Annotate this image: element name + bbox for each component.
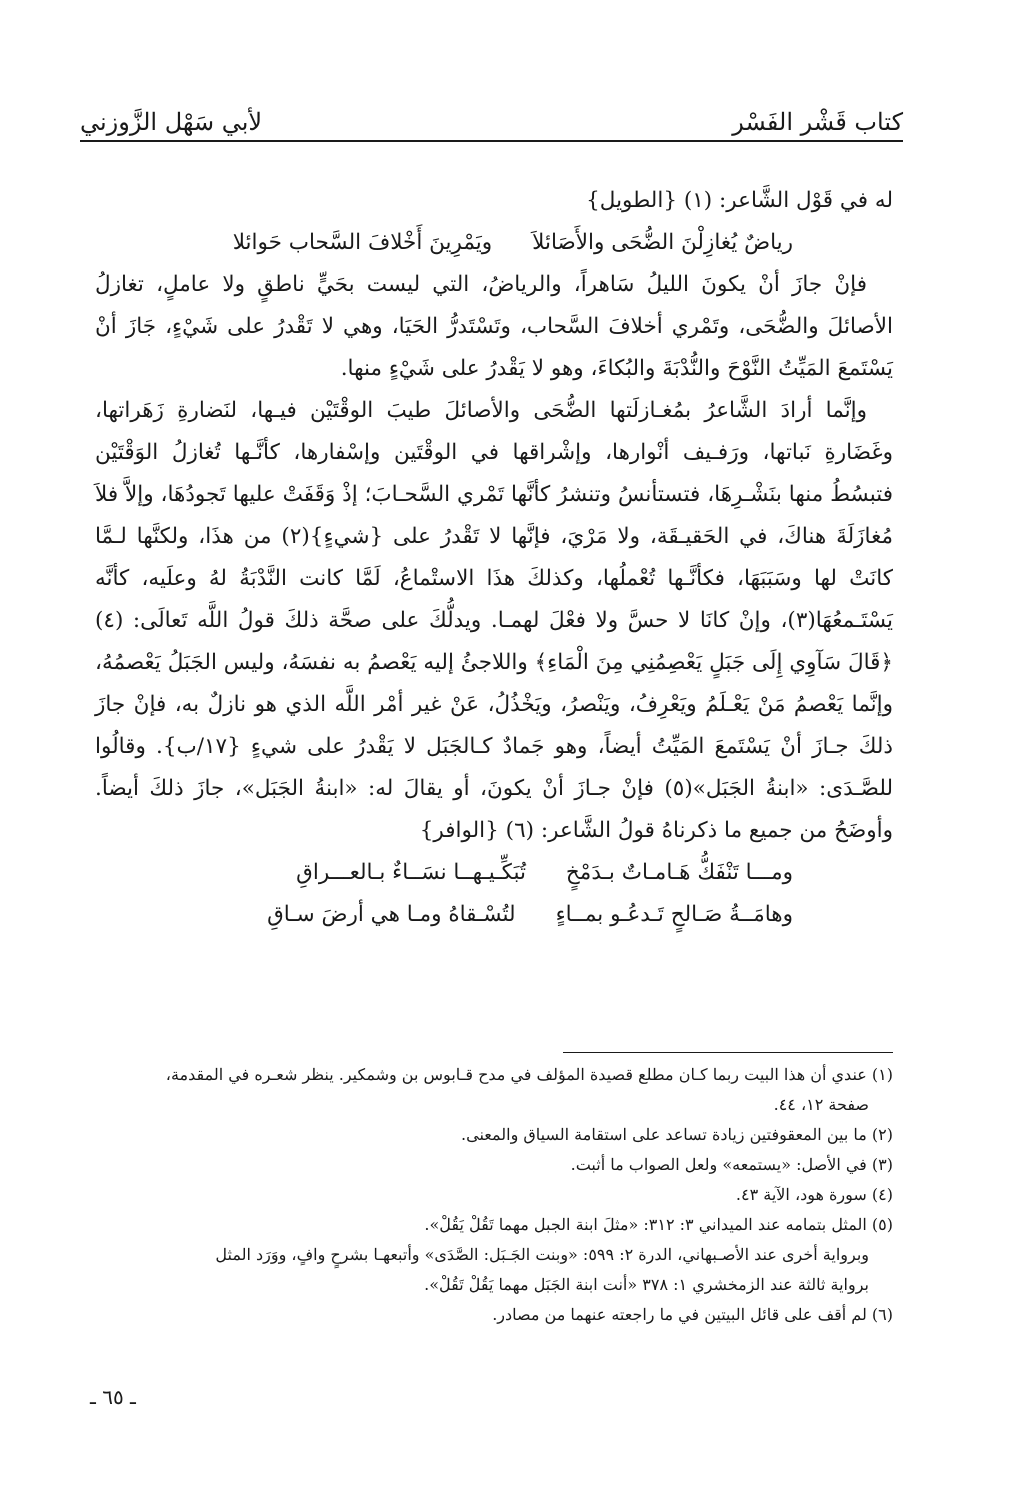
footnote-rule <box>563 1052 893 1053</box>
footnote-continuation: صفحة ١٢، ٤٤. <box>773 1095 869 1114</box>
footnote-continuation: وبرواية أخرى عند الأصـبهاني، الدرة ٢: ٥٩٩: «وبنت الجَـبَل: الصَّدَى» وأتبعهـا بشرحٍ وافٍ، ووَرَد المثل <box>215 1245 869 1264</box>
verse-line-1 <box>95 222 893 264</box>
footnote: (٣) في الأصل: «يستمعه» ولعل الصواب ما أثبت. <box>570 1155 893 1174</box>
intro-line: له في قَوْل الشَّاعر: (١) {الطويل} <box>586 188 893 213</box>
header-rule <box>80 140 903 142</box>
running-head <box>80 100 903 136</box>
verse-line-3 <box>95 894 893 936</box>
verse-hemistich: تُبَكِّـيـهــا نسَــاءٌ بـالعـــراقِ <box>296 860 526 885</box>
main-text <box>95 180 893 936</box>
verse-hemistich: رياضٌ يُغازِلْنَ الضُّحَى والأَصَائلاَ <box>532 230 793 255</box>
footnote: (٦) لم أقف على قائل البيتين في ما راجعته عنهما من مصادر. <box>492 1305 893 1324</box>
footnotes <box>95 1060 893 1330</box>
verse-hemistich: وهامَــةُ صَـالحٍ تَـدعُـو بمــاءٍ <box>555 902 793 927</box>
verse-hemistich: ومـــا تَنْفَكُّ هَـامـاتٌ بـدَمْخٍ <box>565 860 793 885</box>
paragraph: وإنَّما أرادَ الشَّاعرُ بمُغـازلَتها الضُّحَى والأصائلَ طيبَ الوقْتَيْن فيـها، لنَضارةِ زَهَراتها، وغَضَارةِ نَباتها، ورَفـيف أنْوارها، وإشْراقها في الوقْتَين وإسْفارها، كأنَّـها تُغازلُ الوَقْتَيْن فتبسُطُ منها بنَشْـرِهَا، فتستأنسُ وتنشرُ كأنَّها تَمْري السَّحـابَ؛ إذْ وَقَفَتْ عليها تَجودُهَا، وإلاَّ فلاَ مُغازَلَةَ هناكَ، في الحَقيـقَة، ولا مَرْيَ، فإنَّها لا تَقْدرُ على {شيءٍ}(٢) من هذَا، ولكنَّها لـمَّا كانَتْ لها وسَبَبَهَا، فكأنَّـها تُعْملُها، وكذلكَ هذَا الاستْماعُ، لَمَّا كانت النَّدْبَةُ لهُ وعلَيه، كأنَّه يَسْتَـمعُهَا(٣)، وإنْ كانَا لا حسَّ ولا فعْلَ لهمـا. ويدلُّكَ على صحَّة ذلكَ قولُ اللَّه تَعالَى: (٤) ﴿قَالَ سَآوِي إِلَى جَبَلٍ يَعْصِمُنِي مِنَ الْمَاءِ﴾ واللاجئُ إليه يَعْصمُ به نفسَهُ، وليس الجَبَلُ يَعْصمُهُ، وإنَّما يَعْصمُ مَنْ يَعْـلَمُ ويَعْرِفُ، ويَنْصرُ، ويَخْذُلُ، عَنْ غير أمْر اللَّه الذي هو نازلٌ به، فإنْ جازَ ذلكَ جـازَ أنْ يَسْتَمعَ المَيِّتُ أيضاً، وهو جَمادٌ كـالجَبَل لا يَقْدرُ على شيءٍ {١٧/ب}. وقالُوا للصَّـدَى: «ابنةُ الجَبَل»(٥) فإنْ جـازَ أنْ يكونَ، أو يقالَ له: «ابنةُ الجَبَل»، جازَ ذلكَ أيضاً. وأوضَحُ من جميع ما ذكرناهُ قولُ الشَّاعر: (٦) {الوافر} <box>95 398 893 843</box>
book-title: كتاب قَشْر الفَسْر <box>732 108 903 136</box>
verse-hemistich: لتُسْـقاهُ ومـا هي أرضَ سـاقِ <box>267 902 516 927</box>
verse-hemistich: ويَمْرِينَ أَخْلافَ السَّحاب حَوائلا <box>232 230 493 255</box>
page-number: ـ ٦٥ ـ <box>90 1385 136 1409</box>
verse-line-2 <box>95 852 893 894</box>
footnote: (١) عندي أن هذا البيت ربما كـان مطلع قصيدة المؤلف في مدح قـابوس بن وشمكير. ينظر شعـره في المقدمة، <box>165 1065 893 1084</box>
author-name: لأبي سَهْل الزَّوزني <box>80 108 263 136</box>
paragraph: فإنْ جازَ أنْ يكونَ الليلُ سَاهراً، والرياضُ، التي ليست بحَيٍّ ناطقٍ ولا عاملٍ، تغازلُ الأصائلَ والضُّحَى، وتَمْري أخلافَ السَّحاب، وتَسْتَدرُّ الحَيَا، وهي لا تَقْدرُ على شَيْءٍ، جَازَ أنْ يَسْتَمعَ المَيِّتُ النَّوْحَ والنُّدْبَةَ والبُكاءَ، وهو لا يَقْدرُ على شَيْءٍ منها. <box>95 272 893 381</box>
footnote: (٥) المثل بتمامه عند الميداني ٣: ٣١٢: «مثلَ ابنة الجبل مهما تَقُلْ يَقُلْ». <box>424 1215 893 1234</box>
footnote-continuation: برواية ثالثة عند الزمخشري ١: ٣٧٨ «أنت ابنة الجَبَل مهما يَقُلْ تَقُلْ». <box>424 1275 869 1294</box>
footnote: (٤) سورة هود، الآية ٤٣. <box>735 1185 893 1204</box>
footnote: (٢) ما بين المعقوفتين زيادة تساعد على استقامة السياق والمعنى. <box>461 1125 893 1144</box>
